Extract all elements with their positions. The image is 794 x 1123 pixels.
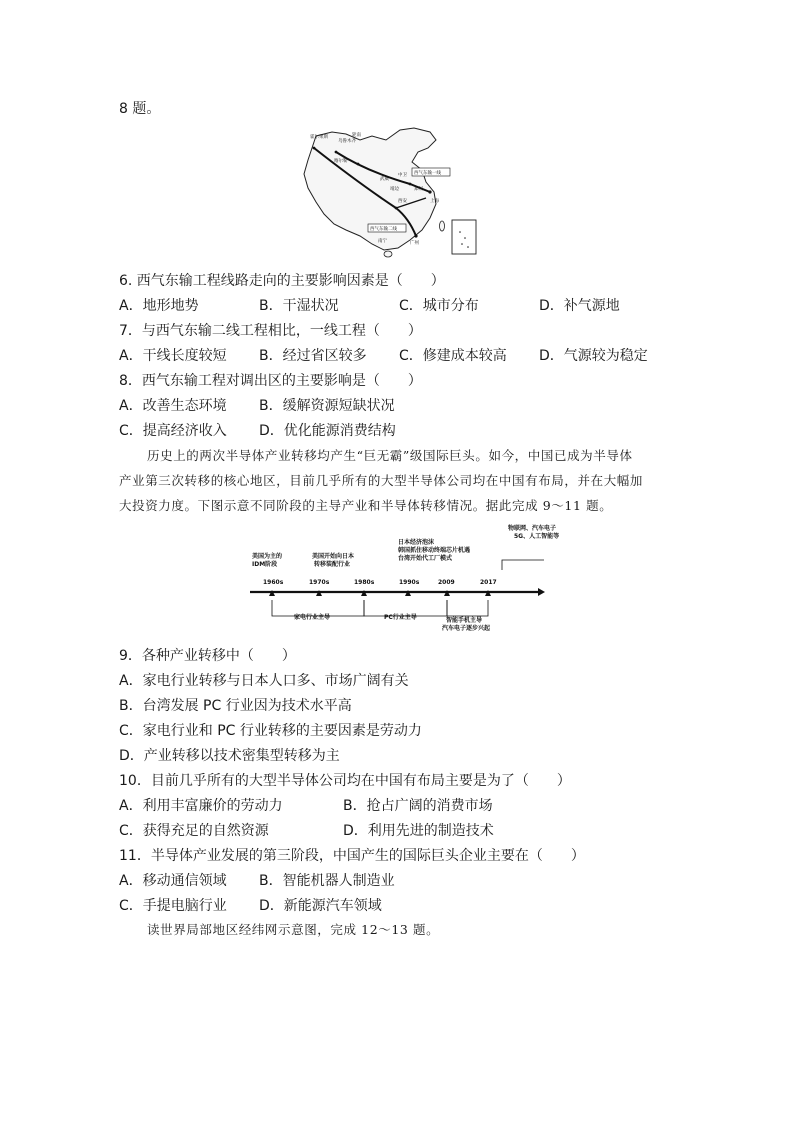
next-section-intro: 读世界局部地区经纬网示意图，完成 12～13 题。 xyxy=(147,922,440,937)
label-urumqi: 乌鲁木齐 xyxy=(338,139,356,144)
question-6-stem: 6. 西气东输工程线路走向的主要影响因素是（ ） xyxy=(119,273,445,289)
year-1990s: 1990s xyxy=(399,579,420,586)
question-9-option-c[interactable]: C．家电行业和 PC 行业转移的主要因素是劳动力 xyxy=(119,723,422,739)
question-11-option-d[interactable]: D．新能源汽车领域 xyxy=(259,898,382,914)
label-5g-ai: 5G、人工智能等 xyxy=(514,533,560,540)
label-auto-electronics: 汽车电子逐步兴起 xyxy=(442,625,491,632)
header-fragment: 8 题。 xyxy=(119,101,161,117)
label-pc: PC行业主导 xyxy=(384,614,417,621)
label-usa-idm-1: 美国为主的 xyxy=(252,553,283,560)
south-sea-inset xyxy=(452,220,476,254)
label-line1: 西气东输一线 xyxy=(414,171,441,176)
question-9-stem: 9．各种产业转移中（ ） xyxy=(119,648,296,664)
question-10-option-a[interactable]: A．利用丰富廉价的劳动力 xyxy=(119,798,283,814)
label-lunnan: 轮南 xyxy=(352,133,361,138)
question-9-option-d[interactable]: D．产业转移以技术密集型转移为主 xyxy=(119,748,340,764)
label-horgos: 霍尔果斯 xyxy=(310,135,328,140)
label-korea-chips: 韩国抓住移动终端芯片机遇 xyxy=(398,547,471,554)
question-9-option-a[interactable]: A．家电行业转移与日本人口多、市场广阔有关 xyxy=(119,673,409,689)
passage-line-3: 大投资力度。下图示意不同阶段的主导产业和半导体转移情况。据此完成 9～11 题。 xyxy=(119,498,613,513)
label-line2: 西气东输二线 xyxy=(370,227,397,232)
label-zhongwei: 中卫 xyxy=(398,173,407,178)
label-nanning: 南宁 xyxy=(378,239,387,244)
question-11-option-c[interactable]: C．手提电脑行业 xyxy=(119,898,227,914)
question-11-stem: 11．半导体产业发展的第三阶段，中国产生的国际巨头企业主要在（ ） xyxy=(119,848,585,864)
question-11-option-b[interactable]: B．智能机器人制造业 xyxy=(259,873,395,889)
question-8-option-b[interactable]: B．缓解资源短缺状况 xyxy=(259,398,395,414)
label-appliances: 家电行业主导 xyxy=(294,614,331,621)
question-6-option-a[interactable]: A．地形地势 xyxy=(119,298,199,314)
label-smartphone: 智能手机主导 xyxy=(446,617,483,624)
question-7-option-c[interactable]: C．修建成本较高 xyxy=(399,348,507,364)
question-6-option-b[interactable]: B．干湿状况 xyxy=(259,298,339,314)
label-xian: 西安 xyxy=(398,199,407,204)
label-jingbian: 靖边 xyxy=(390,187,399,192)
question-6-option-d[interactable]: D．补气源地 xyxy=(539,298,620,314)
question-10-option-c[interactable]: C．获得充足的自然资源 xyxy=(119,823,269,839)
question-8-option-d[interactable]: D．优化能源消费结构 xyxy=(259,423,396,439)
taiwan-island xyxy=(440,221,445,231)
year-2017: 2017 xyxy=(480,579,497,586)
question-8-option-c[interactable]: C．提高经济收入 xyxy=(119,423,227,439)
west-east-gas-pipeline-map xyxy=(302,126,480,260)
label-wuwei: 武威 xyxy=(380,177,389,182)
year-1960s: 1960s xyxy=(263,579,284,586)
hainan-island xyxy=(384,251,392,257)
question-7-stem: 7．与西气东输二线工程相比，一线工程（ ） xyxy=(119,323,422,339)
question-9-option-b[interactable]: B．台湾发展 PC 行业因为技术水平高 xyxy=(119,698,352,714)
question-7-option-a[interactable]: A．干线长度较短 xyxy=(119,348,227,364)
question-8-stem: 8．西气东输工程对调出区的主要影响是（ ） xyxy=(119,373,422,389)
question-10-option-d[interactable]: D．利用先进的制造技术 xyxy=(343,823,494,839)
label-taiwan-foundry: 台湾开始代工厂模式 xyxy=(398,555,453,562)
label-usa-idm-2: IDM阶段 xyxy=(252,561,278,568)
year-1970s: 1970s xyxy=(309,579,330,586)
question-11-option-a[interactable]: A．移动通信领域 xyxy=(119,873,227,889)
question-6-option-c[interactable]: C．城市分布 xyxy=(399,298,479,314)
year-2009: 2009 xyxy=(438,579,455,586)
label-kashgar: 喀尔勒 xyxy=(334,159,348,164)
label-shanghai: 上海 xyxy=(430,199,439,204)
passage-line-2: 产业第三次转移的核心地区，目前几乎所有的大型半导体公司均在中国有布局，并在大幅加 xyxy=(119,473,644,488)
label-usa-japan-2: 转移装配行业 xyxy=(314,561,351,568)
year-1980s: 1980s xyxy=(354,579,375,586)
label-zhengzhou: 郑州 xyxy=(414,187,423,192)
question-8-option-a[interactable]: A．改善生态环境 xyxy=(119,398,227,414)
question-10-option-b[interactable]: B．抢占广阔的消费市场 xyxy=(343,798,493,814)
label-iot: 物联网、汽车电子 xyxy=(508,525,557,532)
label-guangzhou: 广州 xyxy=(410,241,419,246)
semiconductor-transfer-timeline xyxy=(246,520,560,635)
passage-line-1: 历史上的两次半导体产业转移均产生“巨无霸”级国际巨头。如今，中国已成为半导体 xyxy=(147,448,633,463)
question-10-stem: 10．目前几乎所有的大型半导体公司均在中国有布局主要是为了（ ） xyxy=(119,773,571,789)
label-usa-japan-1: 美国开始向日本 xyxy=(312,553,355,560)
timeline-arrowhead xyxy=(538,588,545,596)
label-japan-bubble: 日本经济泡沫 xyxy=(398,539,435,546)
question-7-option-d[interactable]: D．气源较为稳定 xyxy=(539,348,648,364)
question-7-option-b[interactable]: B．经过省区较多 xyxy=(259,348,367,364)
